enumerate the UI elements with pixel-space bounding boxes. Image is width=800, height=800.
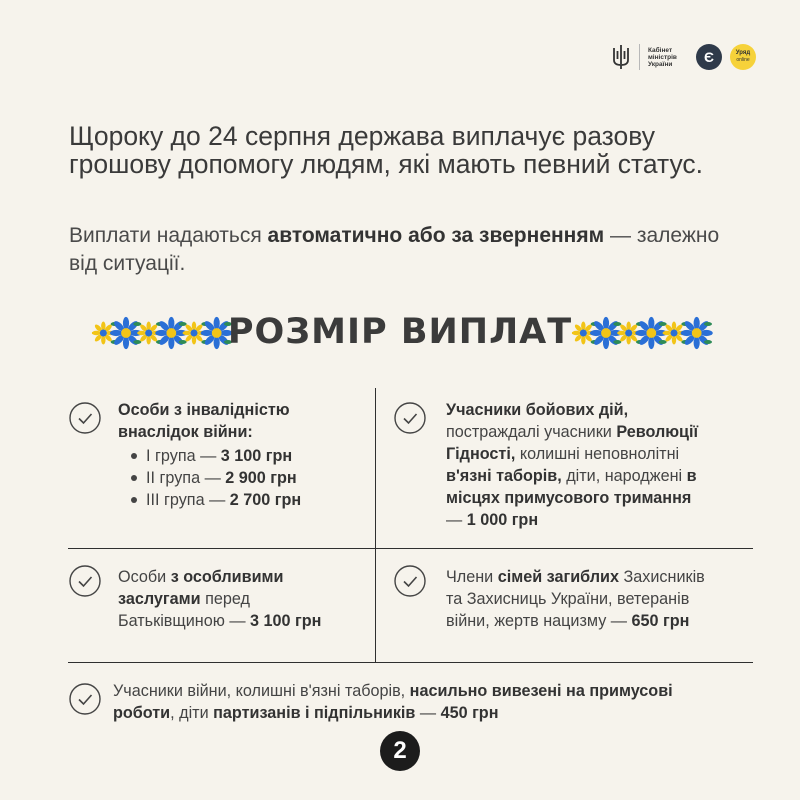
card-special-merits bbox=[118, 566, 373, 632]
group-amount: 2 900 грн bbox=[225, 469, 297, 487]
card-text: постраждалі учасники bbox=[446, 423, 617, 441]
card-text: Батьківщиною — bbox=[118, 612, 251, 630]
cabinet-line-1: Кабінет bbox=[648, 46, 673, 54]
card-text: Члени bbox=[446, 568, 498, 586]
logo-divider bbox=[639, 44, 640, 70]
card-text: роботи bbox=[113, 704, 171, 722]
card-amount: 650 грн bbox=[631, 612, 690, 630]
check-icon bbox=[394, 402, 426, 434]
section-title: РОЗМІР ВИПЛАТ bbox=[227, 312, 573, 352]
grid-vertical-divider bbox=[375, 388, 376, 663]
card-text: заслугами bbox=[118, 590, 201, 608]
card-amount: 1 000 грн bbox=[466, 511, 539, 529]
card-text: Учасники війни, колишні в'язні таборів, bbox=[113, 682, 410, 700]
check-icon bbox=[394, 565, 426, 597]
grid-divider-2 bbox=[68, 662, 753, 663]
check-icon bbox=[69, 402, 101, 434]
group-label: ІІІ група — bbox=[146, 491, 230, 509]
card-text: насильно вивезені на примусові bbox=[409, 682, 673, 700]
group-label: І група — bbox=[146, 447, 221, 465]
uryad-online-logo bbox=[730, 44, 756, 70]
card-text: партизанів і підпільників bbox=[213, 704, 416, 722]
card-text: сімей загиблих bbox=[497, 568, 620, 586]
cabinet-ministers-label bbox=[648, 47, 688, 68]
card-war-disability bbox=[118, 399, 368, 511]
group-label: ІІ група — bbox=[146, 469, 226, 487]
card-text: Захисників bbox=[619, 568, 705, 586]
page-number-badge: 2 bbox=[380, 731, 420, 771]
card-title-line-2: внаслідок війни: bbox=[118, 423, 253, 441]
intro-subtext bbox=[69, 222, 749, 278]
header-logos bbox=[611, 44, 756, 70]
card-war-participants bbox=[113, 680, 763, 724]
card-text: Революції bbox=[616, 423, 699, 441]
card-text: , діти bbox=[170, 704, 214, 722]
card-text: та Захисниць України, ветеранів bbox=[446, 590, 690, 608]
card-text: Гідності, bbox=[446, 445, 516, 463]
card-text: перед bbox=[200, 590, 250, 608]
card-text: колишні неповнолітні bbox=[515, 445, 680, 463]
check-icon bbox=[69, 565, 101, 597]
list-item bbox=[118, 467, 368, 489]
card-text: — bbox=[415, 704, 441, 722]
uryad-line-1: Уряд bbox=[735, 50, 751, 56]
sub-text-2: — залежно від ситуації. bbox=[69, 224, 720, 275]
card-families bbox=[446, 566, 756, 632]
card-text: Учасники бойових дій, bbox=[446, 401, 629, 419]
sub-bold: автоматично або за зверненням bbox=[267, 224, 605, 247]
sub-text-1: Виплати надаються bbox=[69, 224, 268, 247]
group-amount: 2 700 грн bbox=[229, 491, 302, 509]
card-amount: 450 грн bbox=[440, 704, 499, 722]
card-text: в'язні таборів, bbox=[446, 467, 562, 485]
diia-logo bbox=[696, 44, 722, 70]
card-amount: 3 100 грн bbox=[250, 612, 322, 630]
card-title-line-1: Особи з інвалідністю bbox=[118, 401, 290, 419]
check-icon bbox=[69, 683, 101, 715]
disability-groups-list bbox=[118, 445, 368, 511]
card-text: в bbox=[686, 467, 697, 485]
headline: Щороку до 24 серпня держава виплачує разову грошову допомогу людям, які мають певний статус. bbox=[69, 121, 704, 179]
cabinet-line-2: міністрів bbox=[648, 53, 677, 61]
grid-divider-1 bbox=[68, 548, 753, 549]
trident-icon bbox=[611, 44, 631, 70]
list-item bbox=[118, 489, 368, 511]
card-combatants bbox=[446, 399, 756, 531]
cabinet-line-3: України bbox=[648, 60, 673, 68]
group-amount: 3 100 грн bbox=[220, 447, 293, 465]
card-text: Особи bbox=[118, 568, 171, 586]
card-text: війни, жертв нацизму — bbox=[446, 612, 632, 630]
card-text: місцях примусового тримання bbox=[446, 489, 692, 507]
card-text: — bbox=[446, 511, 467, 529]
card-text: діти, народжені bbox=[561, 467, 687, 485]
uryad-line-2: online bbox=[736, 57, 750, 63]
diia-glyph: Є bbox=[704, 49, 714, 65]
list-item bbox=[118, 445, 368, 467]
card-text: з особливими bbox=[170, 568, 284, 586]
